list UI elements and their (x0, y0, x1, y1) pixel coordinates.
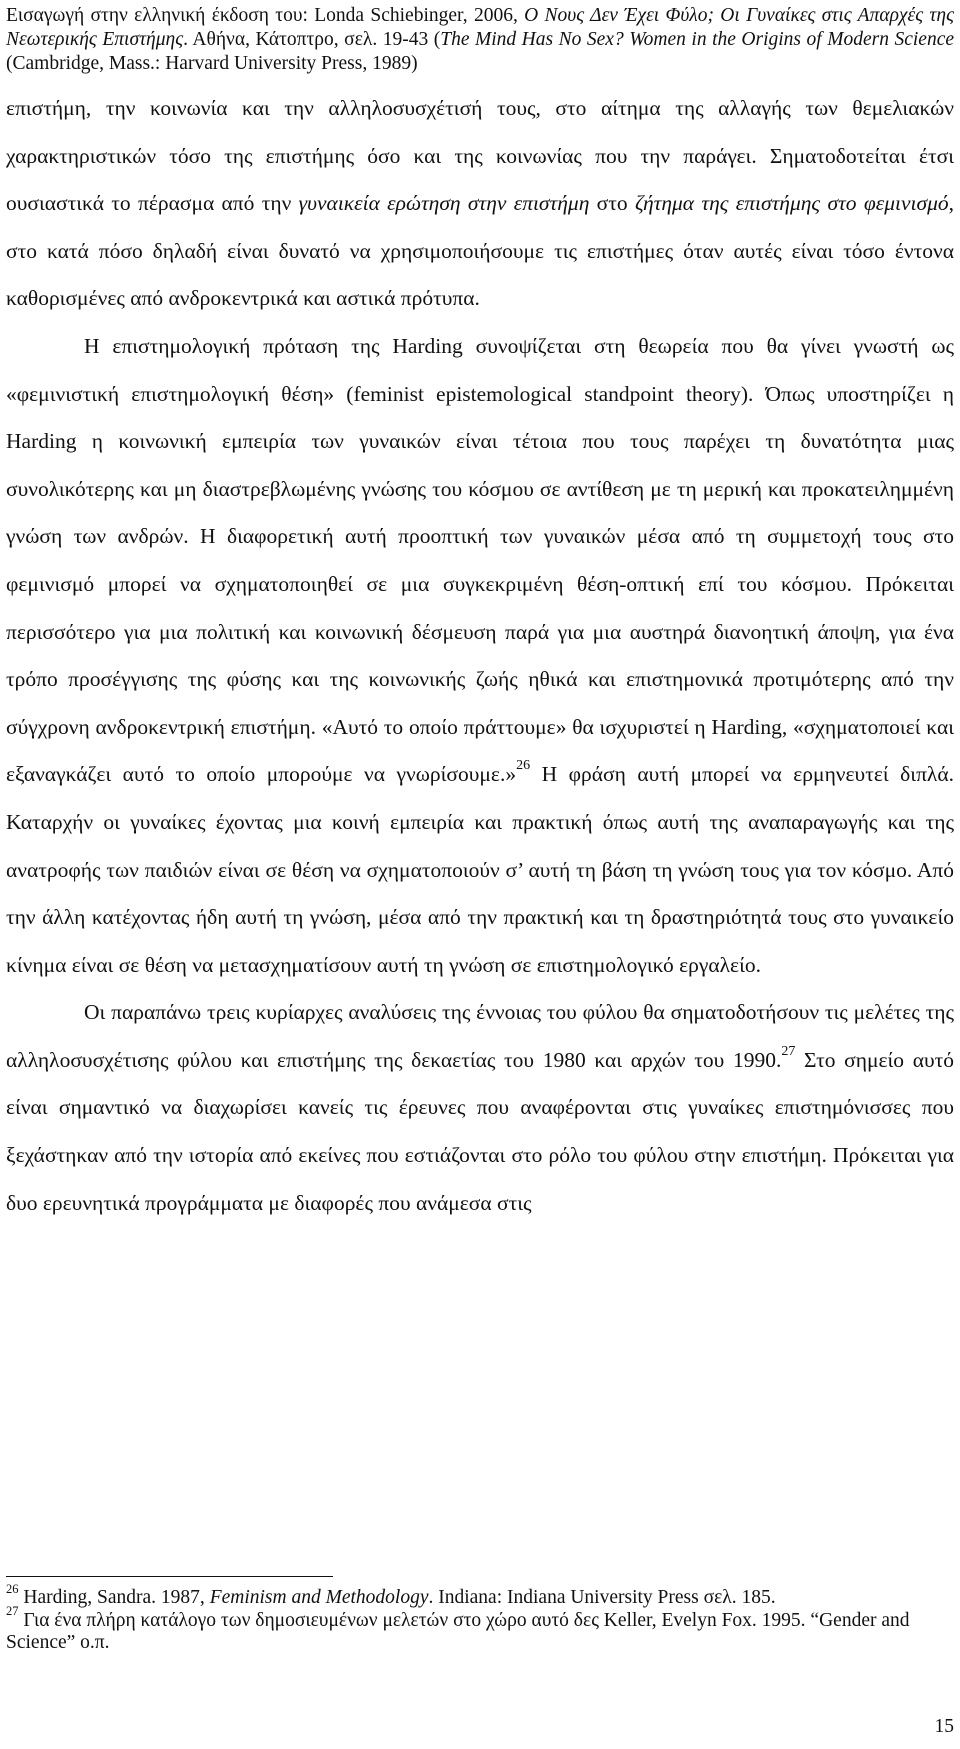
paragraph-1-text-c: , στο κατά πόσο δηλαδή είναι δυνατό να χρησιμοποιήσουμε τις επιστήμες όταν αυτές είναι τόσο έντονα καθορισμένες από ανδροκεντρικά και αστικά πρότυπα. (6, 191, 954, 311)
footnote-ref-26[interactable]: 26 (516, 758, 531, 774)
footnote-27 (6, 1604, 954, 1655)
header-greek-title: Ο Νους Δεν Έχει Φύλο; Οι Γυναίκες στις Απαρχές της Νεωτερικής Επιστήμης (6, 5, 954, 50)
header-publication: . Αθήνα, Κάτοπτρο, σελ. 19-43 ( (183, 29, 441, 50)
footnote-26-title: Feminism and Methodology (209, 1587, 429, 1608)
paragraph-1-text-a: επιστήμη, την κοινωνία και την αλληλοσυσχέτισή τους, στο αίτημα της αλλαγής των θεμελιακών χαρακτηριστικών τόσο της επιστήμης όσο και της κοινωνίας που την παράγει. Σηματοδοτείται έτσι ουσιαστικά το πέρασμα από την (6, 96, 954, 216)
header-original-title: The Mind Has No Sex? Women in the Origins of Modern Science (440, 29, 955, 50)
paragraph-1-emphasis-2: ζήτημα της επιστήμης στο φεμινισμό (634, 191, 949, 216)
footnote-27-text: Για ένα πλήρη κατάλογο των δημοσιευμένων μελετών στο χώρο αυτό δες Keller, Evelyn Fox. 1995. “Gender and Science” ο.π. (6, 1609, 910, 1653)
footnote-ref-27[interactable]: 27 (781, 1043, 796, 1059)
page-number: 15 (934, 1716, 954, 1737)
paragraph-1-emphasis-1: γυναικεία ερώτηση στην επιστήμη (298, 191, 590, 216)
paragraph-3-text-a: Οι παραπάνω τρεις κυρίαρχες αναλύσεις της έννοιας του φύλου θα σηματοδοτήσουν τις μελέτες της αλληλοσυσχέτισης φύλου και επιστήμης της δεκαετίας του 1980 και αρχών του 1990. (6, 1000, 954, 1072)
footnote-26-text-a: Harding, Sandra. 1987, (18, 1587, 210, 1608)
paragraph-2 (6, 323, 954, 989)
paragraph-1 (6, 85, 954, 323)
paragraph-1-text-b: στο (589, 191, 635, 216)
paragraph-2-text-a: Η επιστημολογική πρόταση της Harding συνοψίζεται στη θεωρεία που θα γίνει γνωστή ως «φεμινιστική επιστημολογική θέση» (feminist epistemological standpoint theory). Όπως υποστηρίζει η Harding η κοινωνική εμπειρία των γυναικών είναι τέτοια που τους παρέχει τη δυνατότητα μιας συνολικότερης και μη διαστρεβλωμένης γνώσης του κόσμου σε αντίθεση με τη μερική και προκατειλημμένη γνώση των ανδρών. Η διαφορετική αυτή προοπτική των γυναικών μέσα από τη συμμετοχή τους στο φεμινισμό μπορεί να σχηματοποιηθεί σε μια συγκεκριμένη θέση-οπτική επί του κόσμου. Πρόκειται περισσότερο για μια πολιτική και κοινωνική δέσμευση παρά για μια αυστηρά διανοητική άποψη, για ένα τρόπο προσέγγισης της φύσης και της κοινωνικής ζωής ηθικά και επιστημονικά προτιμότερης από την σύγχρονη ανδροκεντρική επιστήμη. «Αυτό το οποίο πράττουμε» θα ισχυριστεί η Harding, «σχηματοποιεί και εξαναγκάζει αυτό το οποίο μπορούμε να γνωρίσουμε.» (6, 333, 954, 787)
header-citation-text: Εισαγωγή στην ελληνική έκδοση του: Londa Schiebinger, 2006, (6, 5, 525, 26)
footnote-26-number: 26 (6, 1581, 19, 1596)
main-text (6, 85, 954, 1227)
footnote-27-number: 27 (6, 1604, 19, 1618)
footnotes (6, 1581, 954, 1655)
paragraph-3-text-b: Στο σημείο αυτό είναι σημαντικό να διαχωρίσει κανείς τις έρευνες που αναφέρονται στις γυναίκες επιστημόνισσες που ξεχάστηκαν από την ιστορία από εκείνες που εστιάζονται στο ρόλο του φύλου στην επιστήμη. Πρόκειται για δυο ερευνητικά προγράμματα με διαφορές που ανάμεσα στις (6, 1047, 954, 1215)
header-original-publisher: (Cambridge, Mass.: Harvard University Press, 1989) (6, 53, 418, 74)
paragraph-3 (6, 989, 954, 1227)
footnote-26 (6, 1581, 954, 1610)
footnote-divider (6, 1576, 333, 1577)
page-header-citation (6, 4, 954, 76)
paragraph-2-text-b: Η φράση αυτή μπορεί να ερμηνευτεί διπλά. Καταρχήν οι γυναίκες έχοντας μια κοινή εμπειρία και πρακτική όπως αυτή της αναπαραγωγής και της ανατροφής των παιδιών είναι σε θέση να σχηματοποιούν σ’ αυτή τη βάση τη γνώση τους για τον κόσμο. Από την άλλη κατέχοντας ήδη αυτή τη γνώση, μέσα από την πρακτική και τη δραστηριότητά τους στο γυναικείο κίνημα είναι σε θέση να μετασχηματίσουν αυτή τη γνώση σε επιστημολογικό εργαλείο. (6, 762, 954, 977)
footnote-26-text-b: . Indiana: Indiana University Press σελ. 185. (428, 1587, 776, 1608)
